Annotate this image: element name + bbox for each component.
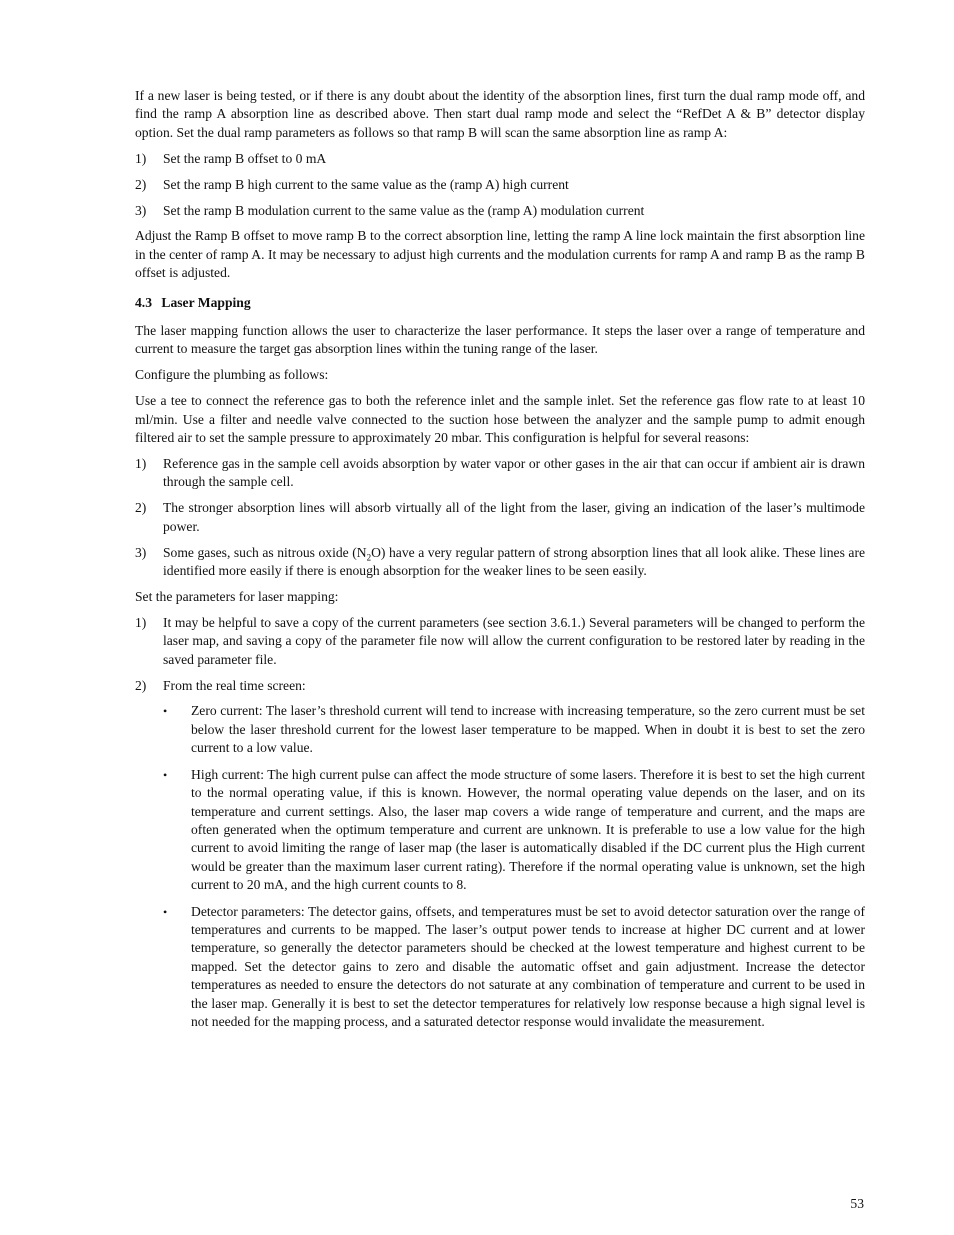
list-text: Set the ramp B high current to the same value as the (ramp A) high current — [163, 176, 569, 192]
list-number: 1) — [135, 456, 147, 471]
list-text: The stronger absorption lines will absorb virtually all of the light from the laser, giving an indication of the laser’s multimode power. — [163, 500, 865, 534]
intro-step — [135, 150, 865, 168]
page-number: 53 — [850, 1196, 864, 1211]
plumbing-paragraph: Use a tee to connect the reference gas to both the reference inlet and the sample inlet. Set the reference gas flow rate to at least 10 ml/min. Use a filter and needle valve connected to the suction hose between the analyzer and the sample pump to admit enough filtered air to set the sample pressure to approximately 20 mbar. This configuration is helpful for several reasons: — [135, 393, 865, 446]
bullet-item — [163, 766, 865, 895]
page-content — [135, 87, 865, 1039]
list-number: 1) — [135, 614, 147, 630]
bullet-icon: • — [163, 767, 168, 782]
list-text — [163, 544, 865, 581]
bullet-text: Zero current: The laser’s threshold current will tend to increase with increasing temperature, so the zero current must be set below the laser threshold current for the lowest laser temperature to be mapped. When in doubt it is best to set the zero current to a low value. — [191, 703, 865, 756]
plumbing-intro: Configure the plumbing as follows: — [135, 367, 329, 383]
text-part: O) have a very regular pattern of strong absorption lines that all look alike. These lines are identified more easily if there is enough absorption for the weaker lines to be seen easily. — [163, 544, 865, 579]
list-number: 2) — [135, 500, 147, 516]
intro-paragraph: If a new laser is being tested, or if there is any doubt about the identity of the absorption lines, first turn the dual ramp mode off, and find the ramp A absorption line as described above. Then start dual ramp mode and select the “RefDet A & B” detector display option. Set the dual ramp parameters as follows so that ramp B will scan the same absorption line as ramp A: — [135, 88, 865, 140]
text-part: Some gases, such as nitrous oxide (N — [163, 544, 367, 560]
param-step — [135, 677, 865, 695]
list-number: 3) — [135, 544, 147, 560]
list-number: 2) — [135, 176, 147, 192]
list-text: Reference gas in the sample cell avoids absorption by water vapor or other gases in the air that can occur if ambient air is drawn through the sample cell. — [163, 456, 865, 490]
list-number: 1) — [135, 150, 147, 166]
list-number: 2) — [135, 677, 147, 693]
list-text: Set the ramp B offset to 0 mA — [163, 150, 327, 166]
list-text: It may be helpful to save a copy of the current parameters (see section 3.6.1.) Several parameters will be changed to perform the laser map, and saving a copy of the parameter file now will allow the current configuration to be restored later by reading in the saved parameter file. — [163, 614, 865, 667]
intro-step — [135, 176, 865, 194]
bullet-item — [163, 702, 865, 757]
list-number: 3) — [135, 202, 147, 218]
list-text: From the real time screen: — [163, 677, 306, 693]
laser-mapping-paragraph: The laser mapping function allows the user to characterize the laser performance. It steps the laser over a range of temperature and current to measure the target gas absorption lines within the tuning range of the laser. — [135, 323, 865, 357]
ramp-offset-paragraph: Adjust the Ramp B offset to move ramp B to the correct absorption line, letting the ramp A line lock maintain the first absorption line in the center of ramp A. It may be necessary to adjust high currents and the modulation currents for ramp A and ramp B as the ramp B offset is adjusted. — [135, 228, 865, 281]
bullet-item — [163, 903, 865, 1032]
section-heading — [135, 294, 865, 312]
subscript: 2 — [366, 552, 372, 563]
bullet-text: Detector parameters: The detector gains, offsets, and temperatures must be set to avoid detector saturation over the range of temperatures and currents to be mapped. The laser’s output power tends to increase at higher DC current and at lower temperature, so generally the detector parameters should be checked at the lowest temperature and highest current to be mapped. Set the detector gains to zero and disable the automatic offset and gain adjustment. Increase the detector temperatures as needed to ensure the detectors do not saturate at any combination of temperature and current to be used in the laser map. Generally it is best to set the detector temperatures for relatively low response because a high signal level is not needed for the mapping process, and a saturated detector response would invalidate the measurement. — [191, 903, 865, 1029]
bullet-text: High current: The high current pulse can affect the mode structure of some lasers. Therefore it is best to set the high current to the normal operating value, if this is known. However, the normal operating value depends on the laser, and on its temperature and current settings. Also, the laser map covers a wide range of temperature and current, and the maps are often generated when the optimum temperature and current are unknown. It is preferable to use a low value for the high current to avoid limiting the range of laser map (the laser is automatically disabled if the DC current plus the High current would be greater than the maximum laser current rating). Therefore if the normal operating value is unknown, set the high current to 20 mA, and the high current counts to 8. — [191, 766, 865, 893]
params-intro: Set the parameters for laser mapping: — [135, 588, 339, 604]
bullet-icon: • — [163, 904, 168, 919]
intro-step — [135, 202, 865, 220]
param-step — [135, 614, 865, 669]
section-number: 4.3 — [135, 294, 152, 310]
reason-item — [135, 455, 865, 492]
reason-item — [135, 544, 865, 581]
list-text: Set the ramp B modulation current to the same value as the (ramp A) modulation current — [163, 202, 645, 218]
bullet-icon: • — [163, 704, 168, 719]
section-title: Laser Mapping — [161, 294, 251, 310]
reason-item — [135, 499, 865, 536]
